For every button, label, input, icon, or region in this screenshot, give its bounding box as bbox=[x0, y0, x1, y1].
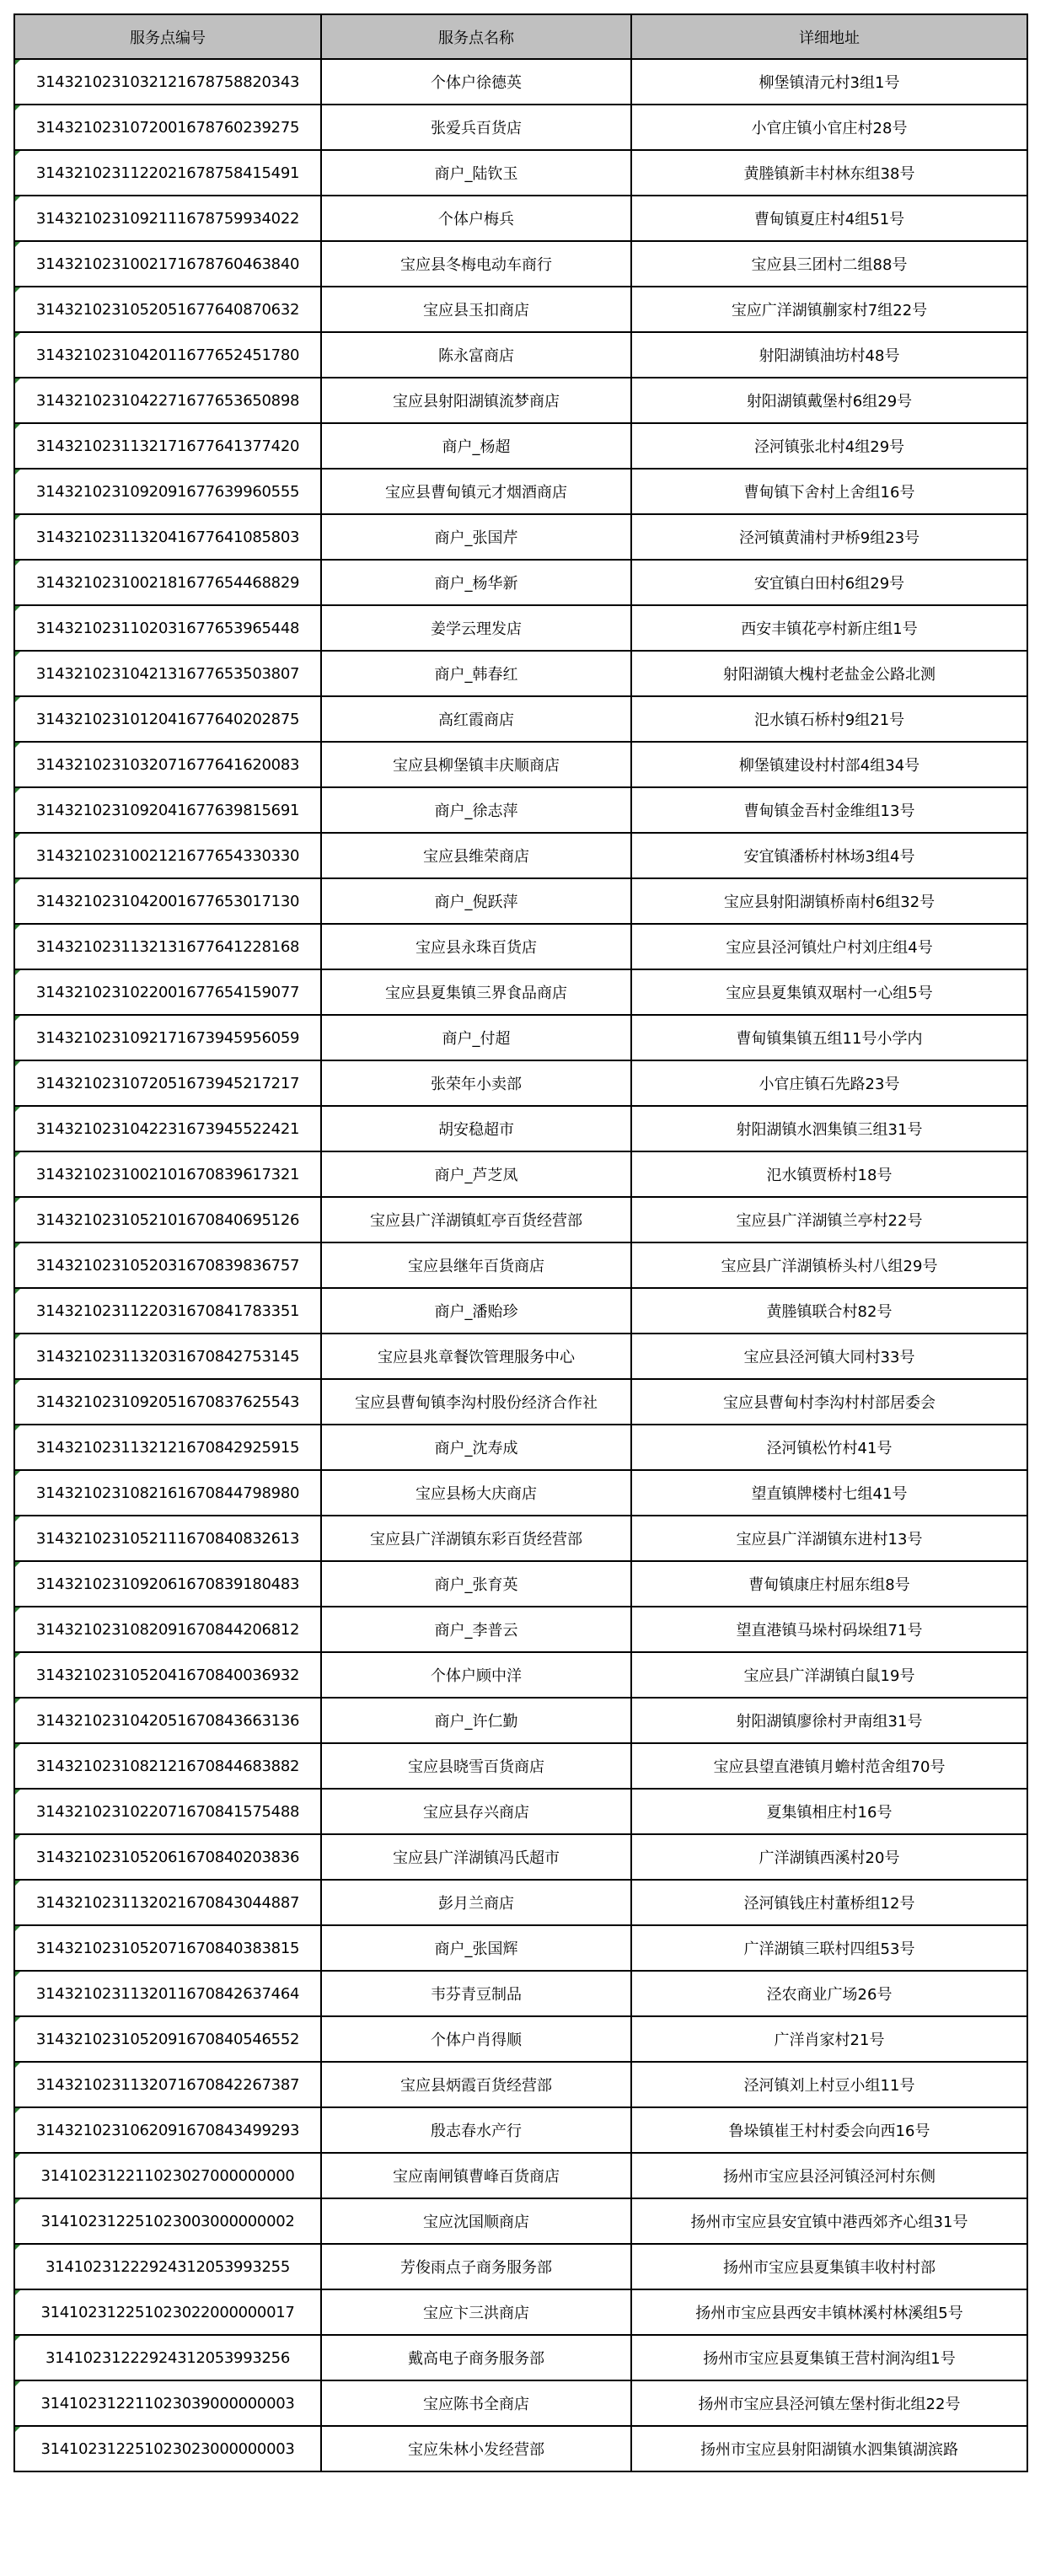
table-row bbox=[14, 241, 1027, 287]
cell-service-point-name[interactable]: 宝应县射阳湖镇流梦商店 bbox=[321, 378, 631, 423]
cell-service-point-id[interactable]: 3143210231042001677653017130 bbox=[14, 878, 321, 924]
cell-service-point-id[interactable]: 3143210231052061670840203836 bbox=[14, 1834, 321, 1880]
cell-service-point-id[interactable]: 3143210231082091670844206812 bbox=[14, 1607, 321, 1652]
cell-service-point-id[interactable]: 3143210231012041677640202875 bbox=[14, 696, 321, 742]
cell-service-point-name[interactable]: 商户_许仁勤 bbox=[321, 1698, 631, 1743]
cell-service-point-name[interactable]: 宝应县夏集镇三界食品商店 bbox=[321, 969, 631, 1015]
table-row bbox=[14, 742, 1027, 787]
cell-service-point-name[interactable]: 宝应县兆章餐饮管理服务中心 bbox=[321, 1334, 631, 1379]
table-row bbox=[14, 2289, 1027, 2335]
cell-service-point-name[interactable]: 个体户顾中洋 bbox=[321, 1652, 631, 1698]
cell-service-point-id[interactable]: 3143210231042231673945522421 bbox=[14, 1106, 321, 1151]
table-row bbox=[14, 2107, 1027, 2153]
cell-service-point-name[interactable]: 宝应南闸镇曹峰百货商店 bbox=[321, 2153, 631, 2198]
table-row bbox=[14, 332, 1027, 378]
cell-service-point-name[interactable]: 个体户肖得顺 bbox=[321, 2016, 631, 2062]
cell-service-point-name[interactable]: 商户_陆钦玉 bbox=[321, 150, 631, 196]
cell-service-point-id[interactable]: 3143210231082121670844683882 bbox=[14, 1743, 321, 1789]
cell-detailed-address[interactable]: 泾农商业广场26号 bbox=[631, 1971, 1027, 2016]
table-row bbox=[14, 469, 1027, 514]
cell-service-point-id[interactable]: 3143210231122021678758415491 bbox=[14, 150, 321, 196]
cell-service-point-id[interactable]: 3143210231042051670843663136 bbox=[14, 1698, 321, 1743]
cell-service-point-name[interactable]: 张爱兵百货店 bbox=[321, 105, 631, 150]
cell-detailed-address[interactable]: 射阳湖镇水泗集镇三组31号 bbox=[631, 1106, 1027, 1151]
table-row bbox=[14, 924, 1027, 969]
cell-detailed-address[interactable]: 宝应县泾河镇大同村33号 bbox=[631, 1334, 1027, 1379]
cell-detailed-address[interactable]: 望直港镇马垛村码垛组71号 bbox=[631, 1607, 1027, 1652]
cell-service-point-id[interactable]: 3143210231092171673945956059 bbox=[14, 1015, 321, 1060]
table-row bbox=[14, 1698, 1027, 1743]
header-service-point-name[interactable]: 服务点名称 bbox=[321, 14, 631, 59]
cell-service-point-name[interactable]: 宝应县曹甸镇元才烟酒商店 bbox=[321, 469, 631, 514]
cell-detailed-address[interactable]: 宝应县广洋湖镇白鼠19号 bbox=[631, 1652, 1027, 1698]
cell-detailed-address[interactable]: 宝应县望直港镇月蟾村范舍组70号 bbox=[631, 1743, 1027, 1789]
cell-service-point-name[interactable]: 殷志春水产行 bbox=[321, 2107, 631, 2153]
cell-service-point-name[interactable]: 商户_张国辉 bbox=[321, 1925, 631, 1971]
cell-service-point-id[interactable]: 3143210231032121678758820343 bbox=[14, 59, 321, 105]
cell-service-point-name[interactable]: 宝应县永珠百货店 bbox=[321, 924, 631, 969]
cell-service-point-name[interactable]: 宝应县冬梅电动车商行 bbox=[321, 241, 631, 287]
table-row bbox=[14, 1516, 1027, 1561]
cell-service-point-id[interactable]: 3143210231132071670842267387 bbox=[14, 2062, 321, 2107]
cell-detailed-address[interactable]: 射阳湖镇廖徐村尹南组31号 bbox=[631, 1698, 1027, 1743]
cell-service-point-name[interactable]: 商户_李普云 bbox=[321, 1607, 631, 1652]
cell-detailed-address[interactable]: 广洋湖镇西溪村20号 bbox=[631, 1834, 1027, 1880]
cell-service-point-name[interactable]: 商户_芦芝凤 bbox=[321, 1151, 631, 1197]
cell-service-point-name[interactable]: 商户_张育英 bbox=[321, 1561, 631, 1607]
table-row bbox=[14, 2016, 1027, 2062]
cell-service-point-name[interactable]: 宝应县广洋湖镇东彩百货经营部 bbox=[321, 1516, 631, 1561]
cell-service-point-id[interactable]: 3143210231132121670842925915 bbox=[14, 1425, 321, 1470]
cell-detailed-address[interactable]: 宝应县三团村二组88号 bbox=[631, 241, 1027, 287]
table-row bbox=[14, 1106, 1027, 1151]
table-row bbox=[14, 378, 1027, 423]
cell-service-point-name[interactable]: 宝应陈书全商店 bbox=[321, 2380, 631, 2426]
cell-service-point-name[interactable]: 宝应县存兴商店 bbox=[321, 1789, 631, 1834]
table-row bbox=[14, 696, 1027, 742]
table-row bbox=[14, 1971, 1027, 2016]
cell-service-point-id[interactable]: 3143210231022071670841575488 bbox=[14, 1789, 321, 1834]
table-row bbox=[14, 423, 1027, 469]
cell-detailed-address[interactable]: 望直镇牌楼村七组41号 bbox=[631, 1470, 1027, 1516]
cell-detailed-address[interactable]: 扬州市宝应县安宜镇中港西郊齐心组31号 bbox=[631, 2198, 1027, 2244]
cell-service-point-name[interactable]: 戴高电子商务服务部 bbox=[321, 2335, 631, 2380]
cell-service-point-id[interactable]: 3143210231072001678760239275 bbox=[14, 105, 321, 150]
table-body bbox=[14, 59, 1027, 2471]
cell-service-point-name[interactable]: 商户_沈寿成 bbox=[321, 1425, 631, 1470]
table-row bbox=[14, 514, 1027, 560]
cell-service-point-id[interactable]: 3143210231092051670837625543 bbox=[14, 1379, 321, 1425]
cell-detailed-address[interactable]: 泾河镇钱庄村董桥组12号 bbox=[631, 1880, 1027, 1925]
cell-service-point-name[interactable]: 彭月兰商店 bbox=[321, 1880, 631, 1925]
cell-service-point-id[interactable]: 3143210231002121677654330330 bbox=[14, 833, 321, 878]
cell-service-point-id[interactable]: 3143210231042011677652451780 bbox=[14, 332, 321, 378]
cell-service-point-name[interactable]: 宝应县玉扣商店 bbox=[321, 287, 631, 332]
cell-service-point-name[interactable]: 高红霞商店 bbox=[321, 696, 631, 742]
cell-detailed-address[interactable]: 氾水镇石桥村9组21号 bbox=[631, 696, 1027, 742]
cell-service-point-id[interactable]: 3143210231052031670839836757 bbox=[14, 1242, 321, 1288]
table-row bbox=[14, 2335, 1027, 2380]
cell-service-point-name[interactable]: 芳俊雨点子商务服务部 bbox=[321, 2244, 631, 2289]
table-row bbox=[14, 1242, 1027, 1288]
table-row bbox=[14, 969, 1027, 1015]
cell-service-point-name[interactable]: 宝应县杨大庆商店 bbox=[321, 1470, 631, 1516]
cell-service-point-name[interactable]: 宝应县柳堡镇丰庆顺商店 bbox=[321, 742, 631, 787]
table-row bbox=[14, 1197, 1027, 1242]
cell-service-point-name[interactable]: 韦芬青豆制品 bbox=[321, 1971, 631, 2016]
table-row bbox=[14, 605, 1027, 651]
table-row bbox=[14, 1789, 1027, 1834]
cell-service-point-name[interactable]: 宝应县维荣商店 bbox=[321, 833, 631, 878]
cell-service-point-id[interactable]: 3143210231052051677640870632 bbox=[14, 287, 321, 332]
cell-service-point-name[interactable]: 商户_杨华新 bbox=[321, 560, 631, 605]
cell-service-point-id[interactable]: 3143210231092091677639960555 bbox=[14, 469, 321, 514]
cell-service-point-id[interactable]: 314102312211023027000000000 bbox=[14, 2153, 321, 2198]
cell-service-point-name[interactable]: 姜学云理发店 bbox=[321, 605, 631, 651]
cell-service-point-name[interactable]: 宝应沈国顺商店 bbox=[321, 2198, 631, 2244]
table-row bbox=[14, 1607, 1027, 1652]
cell-service-point-id[interactable]: 314102312211023039000000003 bbox=[14, 2380, 321, 2426]
cell-detailed-address[interactable]: 扬州市宝应县西安丰镇林溪村林溪组5号 bbox=[631, 2289, 1027, 2335]
table-row bbox=[14, 560, 1027, 605]
cell-service-point-id[interactable]: 3143210231002101670839617321 bbox=[14, 1151, 321, 1197]
cell-service-point-id[interactable]: 3143210231132171677641377420 bbox=[14, 423, 321, 469]
cell-service-point-name[interactable]: 宝应卞三洪商店 bbox=[321, 2289, 631, 2335]
cell-service-point-id[interactable]: 3143210231092061670839180483 bbox=[14, 1561, 321, 1607]
spreadsheet-table-container bbox=[13, 13, 1027, 2472]
table-row bbox=[14, 878, 1027, 924]
cell-detailed-address[interactable]: 射阳湖镇油坊村48号 bbox=[631, 332, 1027, 378]
table-row bbox=[14, 651, 1027, 696]
cell-detailed-address[interactable]: 宝应县射阳湖镇桥南村6组32号 bbox=[631, 878, 1027, 924]
table-row bbox=[14, 2198, 1027, 2244]
cell-service-point-id[interactable]: 3143210231092111678759934022 bbox=[14, 196, 321, 241]
cell-service-point-id[interactable]: 3143210231052041670840036932 bbox=[14, 1652, 321, 1698]
cell-detailed-address[interactable]: 宝应县夏集镇双琚村一心组5号 bbox=[631, 969, 1027, 1015]
cell-detailed-address[interactable]: 射阳湖镇戴堡村6组29号 bbox=[631, 378, 1027, 423]
table-row bbox=[14, 833, 1027, 878]
cell-service-point-id[interactable]: 3143210231052111670840832613 bbox=[14, 1516, 321, 1561]
cell-service-point-name[interactable]: 商户_倪跃萍 bbox=[321, 878, 631, 924]
table-row bbox=[14, 1561, 1027, 1607]
table-row bbox=[14, 1470, 1027, 1516]
cell-service-point-name[interactable]: 商户_杨超 bbox=[321, 423, 631, 469]
cell-service-point-id[interactable]: 3143210231032071677641620083 bbox=[14, 742, 321, 787]
cell-service-point-name[interactable]: 宝应朱林小发经营部 bbox=[321, 2426, 631, 2471]
cell-detailed-address[interactable]: 宝应广洋湖镇蒯家村7组22号 bbox=[631, 287, 1027, 332]
cell-service-point-id[interactable]: 3143210231132041677641085803 bbox=[14, 514, 321, 560]
cell-service-point-name[interactable]: 胡安稳超市 bbox=[321, 1106, 631, 1151]
cell-service-point-name[interactable]: 张荣年小卖部 bbox=[321, 1060, 631, 1106]
cell-detailed-address[interactable]: 宝应县广洋湖镇兰亭村22号 bbox=[631, 1197, 1027, 1242]
cell-service-point-id[interactable]: 3143210231002181677654468829 bbox=[14, 560, 321, 605]
cell-service-point-id[interactable]: 314102312251023022000000017 bbox=[14, 2289, 321, 2335]
cell-service-point-id[interactable]: 3143210231052091670840546552 bbox=[14, 2016, 321, 2062]
cell-detailed-address[interactable]: 曹甸镇下舍村上舍组16号 bbox=[631, 469, 1027, 514]
cell-detailed-address[interactable]: 广洋湖镇三联村四组53号 bbox=[631, 1925, 1027, 1971]
cell-detailed-address[interactable]: 宝应县广洋湖镇桥头村八组29号 bbox=[631, 1242, 1027, 1288]
cell-service-point-name[interactable]: 宝应县炳霞百货经营部 bbox=[321, 2062, 631, 2107]
table-row bbox=[14, 1151, 1027, 1197]
cell-service-point-name[interactable]: 宝应县广洋湖镇冯氏超市 bbox=[321, 1834, 631, 1880]
service-point-table bbox=[13, 13, 1028, 2472]
cell-service-point-id[interactable]: 314102312251023003000000002 bbox=[14, 2198, 321, 2244]
cell-service-point-id[interactable]: 3143210231072051673945217217 bbox=[14, 1060, 321, 1106]
table-row bbox=[14, 1925, 1027, 1971]
cell-service-point-name[interactable]: 商户_徐志萍 bbox=[321, 787, 631, 833]
table-row bbox=[14, 1425, 1027, 1470]
cell-service-point-name[interactable]: 宝应县晓雪百货商店 bbox=[321, 1743, 631, 1789]
table-row bbox=[14, 1379, 1027, 1425]
table-row bbox=[14, 2062, 1027, 2107]
cell-detailed-address[interactable]: 扬州市宝应县夏集镇丰收村村部 bbox=[631, 2244, 1027, 2289]
cell-service-point-id[interactable]: 3143210231102031677653965448 bbox=[14, 605, 321, 651]
cell-service-point-name[interactable]: 宝应县继年百货商店 bbox=[321, 1242, 631, 1288]
cell-service-point-name[interactable]: 商户_潘贻珍 bbox=[321, 1288, 631, 1334]
table-row bbox=[14, 59, 1027, 105]
cell-service-point-name[interactable]: 宝应县广洋湖镇虹亭百货经营部 bbox=[321, 1197, 631, 1242]
cell-service-point-id[interactable]: 314102312251023023000000003 bbox=[14, 2426, 321, 2471]
table-row bbox=[14, 2380, 1027, 2426]
table-row bbox=[14, 1743, 1027, 1789]
cell-service-point-id[interactable]: 3143210231082161670844798980 bbox=[14, 1470, 321, 1516]
table-row bbox=[14, 105, 1027, 150]
cell-detailed-address[interactable]: 小官庄镇石先路23号 bbox=[631, 1060, 1027, 1106]
cell-detailed-address[interactable]: 安宜镇潘桥村林场3组4号 bbox=[631, 833, 1027, 878]
cell-service-point-id[interactable]: 3143210231132031670842753145 bbox=[14, 1334, 321, 1379]
cell-detailed-address[interactable]: 扬州市宝应县夏集镇王营村涧沟组1号 bbox=[631, 2335, 1027, 2380]
cell-service-point-name[interactable]: 商户_张国芹 bbox=[321, 514, 631, 560]
cell-detailed-address[interactable]: 黄塍镇新丰村林东组38号 bbox=[631, 150, 1027, 196]
header-service-point-id[interactable]: 服务点编号 bbox=[14, 14, 321, 59]
table-row bbox=[14, 150, 1027, 196]
table-row bbox=[14, 287, 1027, 332]
cell-service-point-name[interactable]: 个体户徐德英 bbox=[321, 59, 631, 105]
cell-service-point-id[interactable]: 3143210231092041677639815691 bbox=[14, 787, 321, 833]
table-row bbox=[14, 2244, 1027, 2289]
cell-detailed-address[interactable]: 广洋肖家村21号 bbox=[631, 2016, 1027, 2062]
cell-detailed-address[interactable]: 泾河镇松竹村41号 bbox=[631, 1425, 1027, 1470]
table-row bbox=[14, 2426, 1027, 2471]
cell-service-point-id[interactable]: 3143210231062091670843499293 bbox=[14, 2107, 321, 2153]
cell-detailed-address[interactable]: 柳堡镇建设村村部4组34号 bbox=[631, 742, 1027, 787]
cell-detailed-address[interactable]: 宝应县广洋湖镇东进村13号 bbox=[631, 1516, 1027, 1561]
cell-detailed-address[interactable]: 泾河镇刘上村豆小组11号 bbox=[631, 2062, 1027, 2107]
cell-detailed-address[interactable]: 曹甸镇集镇五组11号小学内 bbox=[631, 1015, 1027, 1060]
cell-service-point-id[interactable]: 3143210231122031670841783351 bbox=[14, 1288, 321, 1334]
header-row bbox=[14, 14, 1027, 59]
cell-detailed-address[interactable]: 曹甸镇金吾村金维组13号 bbox=[631, 787, 1027, 833]
cell-service-point-id[interactable]: 3143210231132011670842637464 bbox=[14, 1971, 321, 2016]
cell-service-point-name[interactable]: 宝应县曹甸镇李沟村股份经济合作社 bbox=[321, 1379, 631, 1425]
cell-detailed-address[interactable]: 曹甸镇夏庄村4组51号 bbox=[631, 196, 1027, 241]
cell-service-point-id[interactable]: 3143210231132021670843044887 bbox=[14, 1880, 321, 1925]
cell-detailed-address[interactable]: 扬州市宝应县泾河镇左堡村街北组22号 bbox=[631, 2380, 1027, 2426]
table-row bbox=[14, 1880, 1027, 1925]
cell-service-point-id[interactable]: 31410231222924312053993255 bbox=[14, 2244, 321, 2289]
cell-service-point-id[interactable]: 3143210231132131677641228168 bbox=[14, 924, 321, 969]
table-row bbox=[14, 1334, 1027, 1379]
cell-service-point-id[interactable]: 3143210231052101670840695126 bbox=[14, 1197, 321, 1242]
cell-service-point-id[interactable]: 3143210231022001677654159077 bbox=[14, 969, 321, 1015]
cell-service-point-name[interactable]: 个体户梅兵 bbox=[321, 196, 631, 241]
table-row bbox=[14, 2153, 1027, 2198]
header-detailed-address[interactable]: 详细地址 bbox=[631, 14, 1027, 59]
cell-detailed-address[interactable]: 扬州市宝应县泾河镇泾河村东侧 bbox=[631, 2153, 1027, 2198]
cell-detailed-address[interactable]: 安宜镇白田村6组29号 bbox=[631, 560, 1027, 605]
cell-service-point-id[interactable]: 31410231222924312053993256 bbox=[14, 2335, 321, 2380]
cell-service-point-id[interactable]: 3143210231052071670840383815 bbox=[14, 1925, 321, 1971]
cell-detailed-address[interactable]: 扬州市宝应县射阳湖镇水泗集镇湖滨路 bbox=[631, 2426, 1027, 2471]
cell-service-point-name[interactable]: 商户_韩春红 bbox=[321, 651, 631, 696]
table-row bbox=[14, 1015, 1027, 1060]
table-row bbox=[14, 1288, 1027, 1334]
table-row bbox=[14, 787, 1027, 833]
cell-detailed-address[interactable]: 泾河镇张北村4组29号 bbox=[631, 423, 1027, 469]
cell-detailed-address[interactable]: 泾河镇黄浦村尹桥9组23号 bbox=[631, 514, 1027, 560]
cell-service-point-name[interactable]: 陈永富商店 bbox=[321, 332, 631, 378]
cell-service-point-id[interactable]: 3143210231002171678760463840 bbox=[14, 241, 321, 287]
cell-detailed-address[interactable]: 宝应县泾河镇灶户村刘庄组4号 bbox=[631, 924, 1027, 969]
cell-detailed-address[interactable]: 西安丰镇花亭村新庄组1号 bbox=[631, 605, 1027, 651]
cell-detailed-address[interactable]: 曹甸镇康庄村屈东组8号 bbox=[631, 1561, 1027, 1607]
cell-detailed-address[interactable]: 黄塍镇联合村82号 bbox=[631, 1288, 1027, 1334]
cell-detailed-address[interactable]: 夏集镇相庄村16号 bbox=[631, 1789, 1027, 1834]
cell-detailed-address[interactable]: 鲁垛镇崔王村村委会向西16号 bbox=[631, 2107, 1027, 2153]
table-row bbox=[14, 1652, 1027, 1698]
cell-service-point-name[interactable]: 商户_付超 bbox=[321, 1015, 631, 1060]
cell-detailed-address[interactable]: 射阳湖镇大槐村老盐金公路北测 bbox=[631, 651, 1027, 696]
cell-service-point-id[interactable]: 3143210231042131677653503807 bbox=[14, 651, 321, 696]
cell-detailed-address[interactable]: 宝应县曹甸村李沟村村部居委会 bbox=[631, 1379, 1027, 1425]
cell-service-point-id[interactable]: 3143210231042271677653650898 bbox=[14, 378, 321, 423]
table-row bbox=[14, 1834, 1027, 1880]
cell-detailed-address[interactable]: 柳堡镇清元村3组1号 bbox=[631, 59, 1027, 105]
table-row bbox=[14, 1060, 1027, 1106]
table-row bbox=[14, 196, 1027, 241]
cell-detailed-address[interactable]: 氾水镇贾桥村18号 bbox=[631, 1151, 1027, 1197]
cell-detailed-address[interactable]: 小官庄镇小官庄村28号 bbox=[631, 105, 1027, 150]
